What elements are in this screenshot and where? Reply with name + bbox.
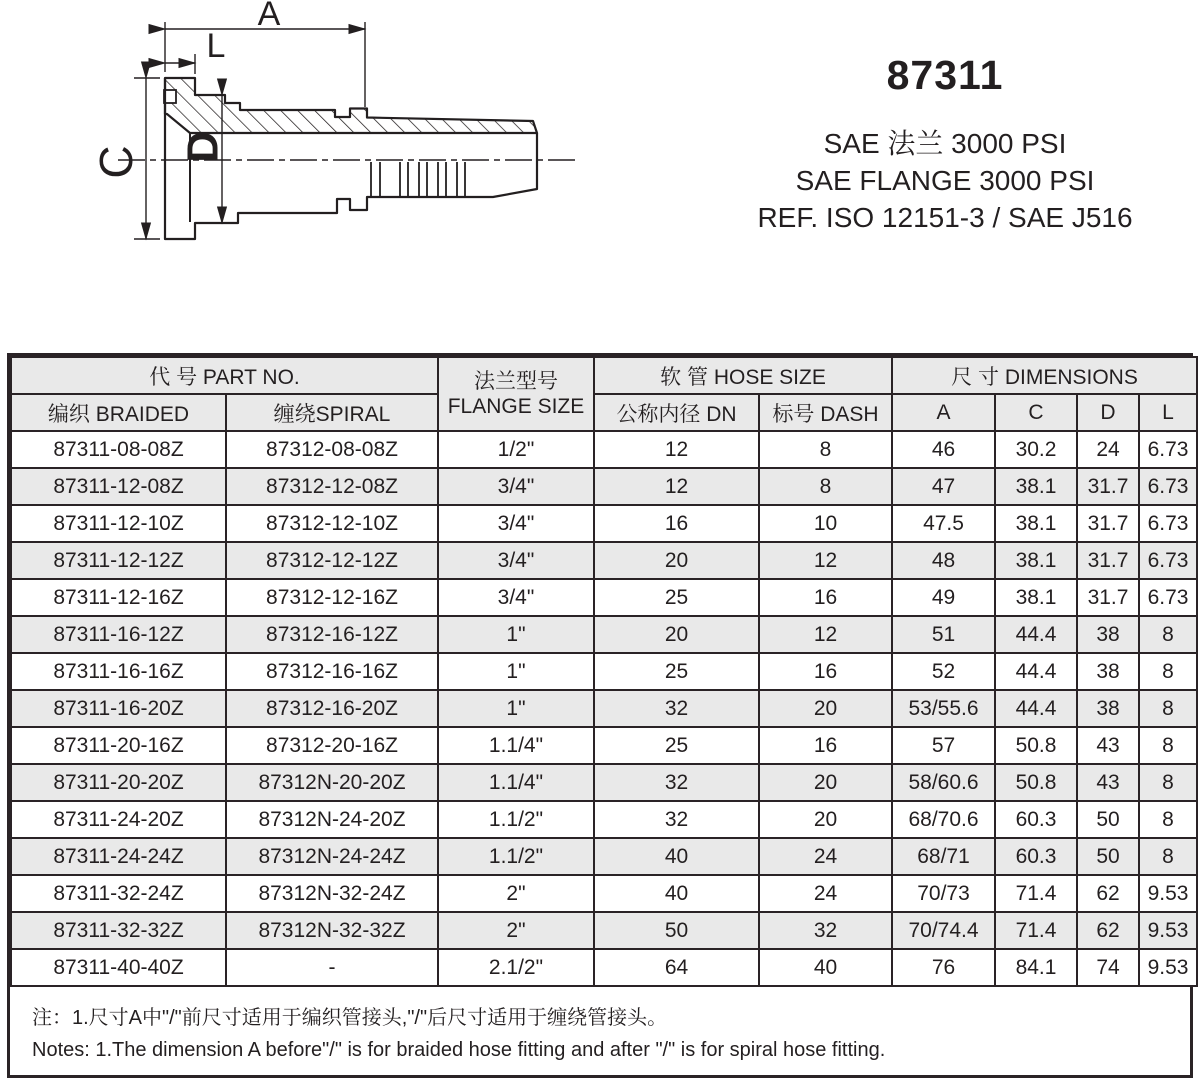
cell: 47	[892, 468, 995, 505]
cell: 76	[892, 949, 995, 986]
cell: 1.1/4"	[438, 764, 594, 801]
cell: 44.4	[995, 616, 1077, 653]
cell: 6.73	[1139, 542, 1197, 579]
cell: 6.73	[1139, 505, 1197, 542]
table-row	[11, 875, 1197, 912]
cell: 87312-12-08Z	[226, 468, 438, 505]
cell: 53/55.6	[892, 690, 995, 727]
table-row	[11, 579, 1197, 616]
note-english: Notes: 1.The dimension A before"/" is for braided hose fitting and after "/" is for spiral hose fitting.	[32, 1039, 886, 1061]
cell: 84.1	[995, 949, 1077, 986]
cell: 31.7	[1077, 542, 1139, 579]
cell: 6.73	[1139, 579, 1197, 616]
dimension-label-d: D	[178, 131, 228, 163]
dimension-label-c: C	[90, 145, 143, 179]
cell: 8	[1139, 727, 1197, 764]
cell: 12	[594, 431, 759, 468]
cell: 16	[759, 653, 892, 690]
cell: 16	[594, 505, 759, 542]
cell: 38.1	[995, 505, 1077, 542]
cell: 24	[759, 838, 892, 875]
page-title: 87311	[886, 52, 1004, 98]
cell: 87312N-32-24Z	[226, 875, 438, 912]
note-chinese: 注：1.尺寸A中"/"前尺寸适用于编织管接头,"/"后尺寸适用于缠绕管接头。	[32, 1007, 668, 1029]
cell: 87312-16-12Z	[226, 616, 438, 653]
fitting-section-upper	[165, 78, 537, 133]
cell: 9.53	[1139, 912, 1197, 949]
table-row	[11, 838, 1197, 875]
table-row	[11, 542, 1197, 579]
cell: 43	[1077, 727, 1139, 764]
cell: 87312-12-10Z	[226, 505, 438, 542]
cell: 87312N-20-20Z	[226, 764, 438, 801]
cell: 50.8	[995, 764, 1077, 801]
cell: 87312N-32-32Z	[226, 912, 438, 949]
cell: 8	[1139, 764, 1197, 801]
cell: 43	[1077, 764, 1139, 801]
cell: 87311-40-40Z	[11, 949, 226, 986]
cell: 38.1	[995, 468, 1077, 505]
cell: 87311-16-16Z	[11, 653, 226, 690]
cell: 3/4"	[438, 542, 594, 579]
cell: 60.3	[995, 801, 1077, 838]
cell: 9.53	[1139, 875, 1197, 912]
cell: 87311-32-24Z	[11, 875, 226, 912]
cell: 62	[1077, 875, 1139, 912]
cell: 87311-32-32Z	[11, 912, 226, 949]
cell: 87311-12-12Z	[11, 542, 226, 579]
table-row	[11, 653, 1197, 690]
cell: 38.1	[995, 579, 1077, 616]
cell: 38.1	[995, 542, 1077, 579]
cell: 87311-24-24Z	[11, 838, 226, 875]
cell: 31.7	[1077, 468, 1139, 505]
cell: 40	[759, 949, 892, 986]
table-row	[11, 505, 1197, 542]
cell: 71.4	[995, 875, 1077, 912]
cell: 1"	[438, 653, 594, 690]
cell: 74	[1077, 949, 1139, 986]
table-row	[11, 690, 1197, 727]
cell: 87311-16-12Z	[11, 616, 226, 653]
cell: 8	[759, 431, 892, 468]
cell: 1.1/4"	[438, 727, 594, 764]
cell: 87312N-24-24Z	[226, 838, 438, 875]
cell: 87311-16-20Z	[11, 690, 226, 727]
cell: 20	[759, 801, 892, 838]
header-dn: 公称内径 DN	[594, 394, 759, 431]
cell: 32	[594, 764, 759, 801]
table-row	[11, 801, 1197, 838]
cell: 40	[594, 838, 759, 875]
barb-grooves	[371, 162, 465, 197]
cell: 8	[1139, 838, 1197, 875]
cell: 38	[1077, 616, 1139, 653]
cell: 57	[892, 727, 995, 764]
cell: 50	[594, 912, 759, 949]
technical-drawing	[0, 0, 640, 310]
notes-block	[10, 987, 1190, 1066]
cell: 48	[892, 542, 995, 579]
cell: 44.4	[995, 690, 1077, 727]
cell: 1"	[438, 616, 594, 653]
cell: 1/2"	[438, 431, 594, 468]
table-row	[11, 912, 1197, 949]
table-column-header-row	[11, 394, 1197, 431]
cell: 25	[594, 727, 759, 764]
cell: 87312-12-16Z	[226, 579, 438, 616]
cell: 51	[892, 616, 995, 653]
cell: 70/73	[892, 875, 995, 912]
cell: 16	[759, 727, 892, 764]
cell: 6.73	[1139, 468, 1197, 505]
header-dash: 标号 DASH	[759, 394, 892, 431]
cell: 44.4	[995, 653, 1077, 690]
cell: 87311-12-10Z	[11, 505, 226, 542]
header-dim-l: L	[1139, 394, 1197, 431]
cell: 8	[1139, 690, 1197, 727]
table-row	[11, 468, 1197, 505]
spec-frame	[7, 353, 1193, 1078]
cell: 87311-24-20Z	[11, 801, 226, 838]
cell: 70/74.4	[892, 912, 995, 949]
cell: 40	[594, 875, 759, 912]
dimension-label-a: A	[257, 0, 281, 33]
cell: 64	[594, 949, 759, 986]
cell: 31.7	[1077, 505, 1139, 542]
cell: 3/4"	[438, 505, 594, 542]
cell: 8	[759, 468, 892, 505]
cell: 24	[1077, 431, 1139, 468]
cell: 1.1/2"	[438, 838, 594, 875]
cell: 68/71	[892, 838, 995, 875]
cell: 47.5	[892, 505, 995, 542]
cell: 8	[1139, 801, 1197, 838]
cell: 3/4"	[438, 468, 594, 505]
cell: 30.2	[995, 431, 1077, 468]
title-block	[700, 52, 1190, 236]
spec-table	[10, 356, 1198, 987]
cell: -	[226, 949, 438, 986]
cell: 24	[759, 875, 892, 912]
cell: 87312N-24-20Z	[226, 801, 438, 838]
cell: 2.1/2"	[438, 949, 594, 986]
dimension-label-l: L	[206, 27, 226, 65]
cell: 87311-08-08Z	[11, 431, 226, 468]
reference-standard: REF. ISO 12151-3 / SAE J516	[757, 202, 1133, 233]
cell: 16	[759, 579, 892, 616]
dimension-l	[165, 54, 195, 74]
table-row	[11, 764, 1197, 801]
subtitle-english: SAE FLANGE 3000 PSI	[795, 165, 1095, 196]
cell: 9.53	[1139, 949, 1197, 986]
header-part-no: 代 号 PART NO.	[11, 357, 438, 394]
cell: 8	[1139, 616, 1197, 653]
cell: 38	[1077, 653, 1139, 690]
cell: 58/60.6	[892, 764, 995, 801]
cell: 1.1/2"	[438, 801, 594, 838]
cell: 32	[594, 801, 759, 838]
header-flange-size-en: FLANGE SIZE	[447, 395, 585, 418]
cell: 32	[594, 690, 759, 727]
header-braided: 编织 BRAIDED	[11, 394, 226, 431]
cell: 2"	[438, 875, 594, 912]
table-group-header-row	[11, 357, 1197, 394]
cell: 8	[1139, 653, 1197, 690]
header-hose-size: 软 管 HOSE SIZE	[594, 357, 892, 394]
cell: 62	[1077, 912, 1139, 949]
cell: 87312-16-20Z	[226, 690, 438, 727]
cell: 87312-20-16Z	[226, 727, 438, 764]
cell: 50.8	[995, 727, 1077, 764]
cell: 71.4	[995, 912, 1077, 949]
header-dim-c: C	[995, 394, 1077, 431]
table-body	[11, 431, 1197, 986]
cell: 60.3	[995, 838, 1077, 875]
cell: 1"	[438, 690, 594, 727]
cell: 12	[759, 542, 892, 579]
cell: 12	[759, 616, 892, 653]
header-flange-size	[438, 357, 594, 431]
cell: 46	[892, 431, 995, 468]
table-row	[11, 949, 1197, 986]
cell: 87312-12-12Z	[226, 542, 438, 579]
cell: 20	[594, 616, 759, 653]
cell: 2"	[438, 912, 594, 949]
table-row	[11, 616, 1197, 653]
cell: 87312-16-16Z	[226, 653, 438, 690]
table-row	[11, 431, 1197, 468]
cell: 6.73	[1139, 431, 1197, 468]
cell: 87311-20-16Z	[11, 727, 226, 764]
header-spiral: 缠绕SPIRAL	[226, 394, 438, 431]
cell: 25	[594, 579, 759, 616]
table-row	[11, 727, 1197, 764]
cell: 87311-12-08Z	[11, 468, 226, 505]
cell: 87311-12-16Z	[11, 579, 226, 616]
cell: 12	[594, 468, 759, 505]
cell: 87311-20-20Z	[11, 764, 226, 801]
cell: 87312-08-08Z	[226, 431, 438, 468]
cell: 3/4"	[438, 579, 594, 616]
cell: 31.7	[1077, 579, 1139, 616]
cell: 32	[759, 912, 892, 949]
header-flange-size-cn: 法兰型号	[474, 370, 558, 393]
cell: 20	[759, 690, 892, 727]
cell: 52	[892, 653, 995, 690]
cell: 10	[759, 505, 892, 542]
subtitle-chinese: SAE 法兰 3000 PSI	[823, 128, 1067, 159]
cell: 49	[892, 579, 995, 616]
cell: 68/70.6	[892, 801, 995, 838]
header-dim-d: D	[1077, 394, 1139, 431]
cell: 50	[1077, 801, 1139, 838]
cell: 20	[594, 542, 759, 579]
header-dimensions: 尺 寸 DIMENSIONS	[892, 357, 1197, 394]
cell: 38	[1077, 690, 1139, 727]
cell: 20	[759, 764, 892, 801]
header-dim-a: A	[892, 394, 995, 431]
cell: 50	[1077, 838, 1139, 875]
cell: 25	[594, 653, 759, 690]
